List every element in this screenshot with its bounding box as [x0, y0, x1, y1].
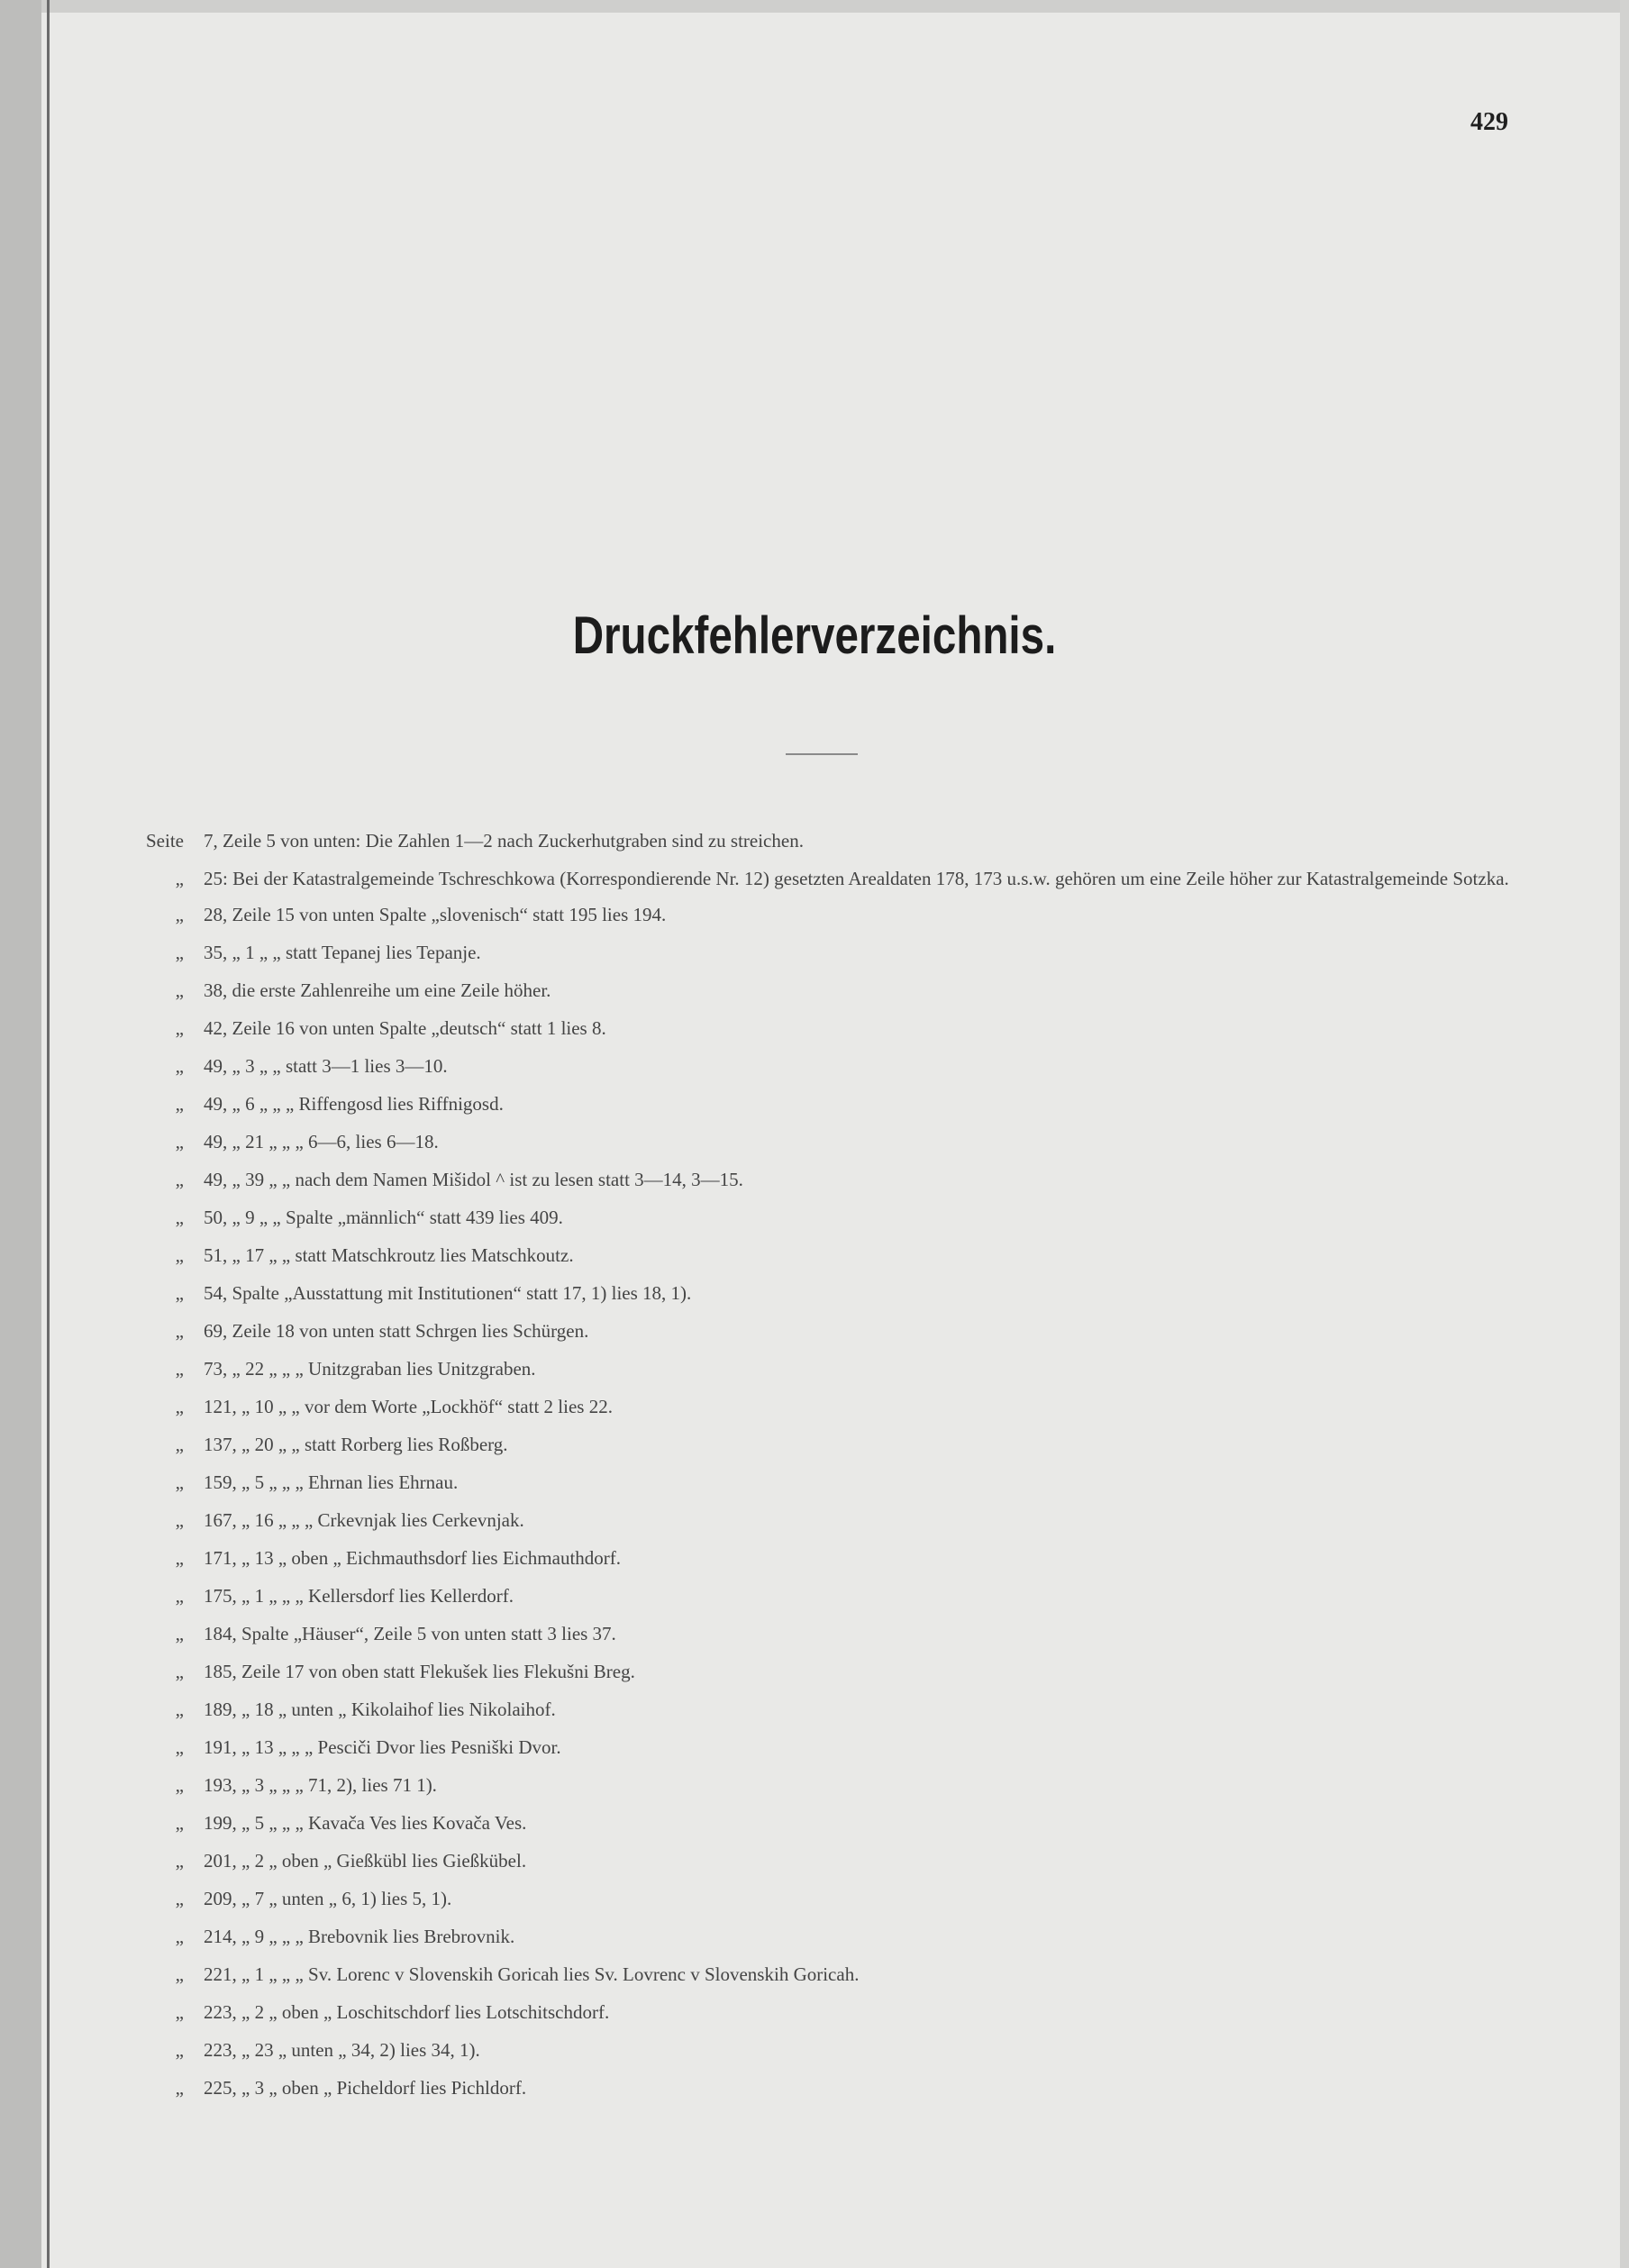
entry-lead: „ [175, 1169, 184, 1190]
entry-lead: „ [175, 1244, 184, 1266]
errata-entry [135, 1955, 1541, 1993]
entry-lead: „ [175, 979, 184, 1001]
entry-text: 35, „ 1 „ „ statt Tepanej lies Tepanje. [204, 942, 481, 963]
entry-text: 223, „ 23 „ unten „ 34, 2) lies 34, 1). [204, 2039, 480, 2061]
title-divider [786, 753, 858, 755]
entry-lead: „ [175, 1207, 184, 1228]
errata-entry [135, 1085, 1541, 1123]
errata-entry [135, 1842, 1541, 1880]
errata-entry [135, 2069, 1541, 2107]
scan-left-border-line [47, 0, 50, 2268]
entry-lead: „ [175, 1055, 184, 1077]
errata-entry [135, 1236, 1541, 1274]
page-number: 429 [1470, 108, 1508, 136]
scan-top-edge [0, 0, 1629, 13]
entry-lead: „ [175, 1585, 184, 1607]
entry-lead: „ [175, 2077, 184, 2099]
errata-entry [135, 1161, 1541, 1198]
errata-entry [135, 1577, 1541, 1615]
scan-left-edge [0, 0, 41, 2268]
entry-lead: „ [175, 1396, 184, 1417]
entry-text: 185, Zeile 17 von oben statt Flekušek lies Flekušni Breg. [204, 1661, 635, 1682]
entry-lead: Seite [146, 830, 184, 852]
entry-text: 189, „ 18 „ unten „ Kikolaihof lies Nikolaihof. [204, 1699, 556, 1720]
entry-lead: „ [175, 2001, 184, 2023]
entry-lead: „ [175, 1774, 184, 1796]
entry-lead: „ [175, 904, 184, 925]
errata-entry [135, 2031, 1541, 2069]
entry-text: 28, Zeile 15 von unten Spalte „slovenisch“ statt 195 lies 194. [204, 904, 667, 925]
scan-right-edge [1620, 0, 1629, 2268]
entry-text: 171, „ 13 „ oben „ Eichmauthsdorf lies Eichmauthdorf. [204, 1547, 622, 1569]
errata-entry [135, 1880, 1541, 1917]
errata-entry [135, 1312, 1541, 1350]
entry-text: 193, „ 3 „ „ „ 71, 2), lies 71 1). [204, 1774, 437, 1796]
errata-entry [135, 822, 1541, 860]
entry-text: 209, „ 7 „ unten „ 6, 1) lies 5, 1). [204, 1888, 452, 1909]
errata-entry [135, 896, 1541, 934]
entry-text: 214, „ 9 „ „ „ Brebovnik lies Brebrovnik. [204, 1926, 515, 1947]
entry-text: 199, „ 5 „ „ „ Kavača Ves lies Kovača Ves. [204, 1812, 527, 1834]
errata-entry [135, 1993, 1541, 2031]
entry-text: 159, „ 5 „ „ „ Ehrnan lies Ehrnau. [204, 1471, 459, 1493]
errata-entry [135, 1274, 1541, 1312]
entry-text: 223, „ 2 „ oben „ Loschitschdorf lies Lotschitschdorf. [204, 2001, 610, 2023]
errata-entry [135, 1653, 1541, 1690]
errata-entry [135, 1463, 1541, 1501]
errata-entry [135, 1917, 1541, 1955]
errata-entry [135, 1728, 1541, 1766]
entry-text: 51, „ 17 „ „ statt Matschkroutz lies Matschkoutz. [204, 1244, 574, 1266]
entry-text: 137, „ 20 „ „ statt Rorberg lies Roßberg. [204, 1434, 508, 1455]
entry-text: 49, „ 3 „ „ statt 3—1 lies 3—10. [204, 1055, 448, 1077]
errata-entry [135, 1766, 1541, 1804]
entry-lead: „ [175, 1509, 184, 1531]
entry-lead: „ [175, 1736, 184, 1758]
entry-lead: „ [175, 1320, 184, 1342]
entry-text: 191, „ 13 „ „ „ Pesciči Dvor lies Pesniški Dvor. [204, 1736, 561, 1758]
entry-lead: „ [175, 1434, 184, 1455]
errata-entry [135, 1198, 1541, 1236]
entry-lead: „ [175, 1623, 184, 1644]
entry-lead: „ [175, 868, 184, 889]
entry-text: 221, „ 1 „ „ „ Sv. Lorenc v Slovenskih Goricah lies Sv. Lovrenc v Slovenskih Goricah. [204, 1963, 860, 1985]
entry-text: 184, Spalte „Häuser“, Zeile 5 von unten statt 3 lies 37. [204, 1623, 616, 1644]
errata-entry [135, 1350, 1541, 1388]
entry-text: 25: Bei der Katastralgemeinde Tschreschkowa (Korrespondierende Nr. 12) gesetzten Arealdaten 178, 173 u.s.w. gehören um eine Zeile höher zur Katastralgemeinde Sotzka. [204, 868, 1509, 889]
entry-lead: „ [175, 1131, 184, 1152]
entry-lead: „ [175, 1358, 184, 1380]
errata-entry [135, 971, 1541, 1009]
entry-lead: „ [175, 1699, 184, 1720]
entry-lead: „ [175, 1547, 184, 1569]
entry-text: 49, „ 39 „ „ nach dem Namen Mišidol ^ ist zu lesen statt 3—14, 3—15. [204, 1169, 743, 1190]
entry-text: 175, „ 1 „ „ „ Kellersdorf lies Kellerdorf. [204, 1585, 514, 1607]
errata-entry [135, 860, 1541, 896]
entry-lead: „ [175, 1850, 184, 1872]
errata-entry [135, 1425, 1541, 1463]
errata-entry [135, 1690, 1541, 1728]
entry-lead: „ [175, 1471, 184, 1493]
entry-lead: „ [175, 1888, 184, 1909]
errata-entry [135, 1047, 1541, 1085]
entry-lead: „ [175, 1017, 184, 1039]
entry-text: 121, „ 10 „ „ vor dem Worte „Lockhöf“ statt 2 lies 22. [204, 1396, 613, 1417]
errata-list [135, 822, 1541, 2107]
entry-text: 38, die erste Zahlenreihe um eine Zeile höher. [204, 979, 551, 1001]
errata-entry [135, 934, 1541, 971]
errata-entry [135, 1009, 1541, 1047]
entry-lead: „ [175, 1812, 184, 1834]
entry-lead: „ [175, 2039, 184, 2061]
entry-text: 50, „ 9 „ „ Spalte „männlich“ statt 439 lies 409. [204, 1207, 563, 1228]
page-title: Druckfehlerverzeichnis. [572, 606, 1057, 665]
entry-text: 49, „ 6 „ „ „ Riffengosd lies Riffnigosd. [204, 1093, 504, 1115]
entry-text: 201, „ 2 „ oben „ Gießkübl lies Gießkübel. [204, 1850, 527, 1872]
entry-text: 42, Zeile 16 von unten Spalte „deutsch“ statt 1 lies 8. [204, 1017, 606, 1039]
errata-entry [135, 1804, 1541, 1842]
entry-text: 73, „ 22 „ „ „ Unitzgraban lies Unitzgraben. [204, 1358, 536, 1380]
entry-text: 7, Zeile 5 von unten: Die Zahlen 1—2 nach Zuckerhutgraben sind zu streichen. [204, 830, 804, 852]
entry-lead: „ [175, 942, 184, 963]
errata-entry [135, 1501, 1541, 1539]
entry-lead: „ [175, 1963, 184, 1985]
entry-lead: „ [175, 1093, 184, 1115]
entry-lead: „ [175, 1282, 184, 1304]
errata-entry [135, 1388, 1541, 1425]
entry-text: 225, „ 3 „ oben „ Picheldorf lies Pichldorf. [204, 2077, 527, 2099]
entry-text: 49, „ 21 „ „ „ 6—6, lies 6—18. [204, 1131, 439, 1152]
errata-entry [135, 1123, 1541, 1161]
entry-text: 167, „ 16 „ „ „ Crkevnjak lies Cerkevnjak. [204, 1509, 524, 1531]
entry-text: 69, Zeile 18 von unten statt Schrgen lies Schürgen. [204, 1320, 589, 1342]
entry-lead: „ [175, 1661, 184, 1682]
entry-lead: „ [175, 1926, 184, 1947]
errata-entry [135, 1615, 1541, 1653]
entry-text: 54, Spalte „Ausstattung mit Institutionen“ statt 17, 1) lies 18, 1). [204, 1282, 692, 1304]
errata-entry [135, 1539, 1541, 1577]
